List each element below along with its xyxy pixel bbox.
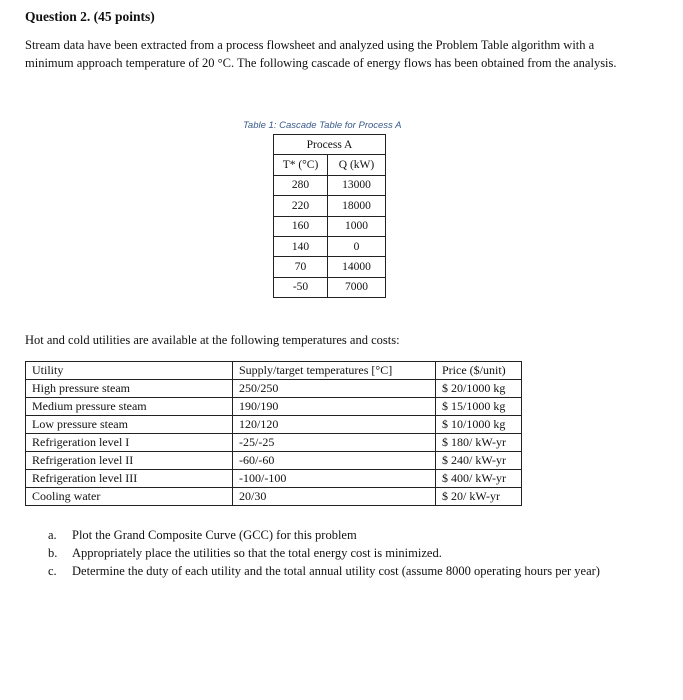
utility-price: $ 20/ kW-yr (436, 488, 522, 506)
task-item (48, 544, 638, 562)
utility-price: $ 10/1000 kg (436, 416, 522, 434)
utility-name: Cooling water (26, 488, 233, 506)
utilities-table (25, 361, 522, 506)
utility-temperatures: -100/-100 (233, 470, 436, 488)
task-label: a. (48, 528, 57, 542)
utility-name: Refrigeration level III (26, 470, 233, 488)
task-text: Appropriately place the utilities so that the total energy cost is minimized. (72, 546, 442, 560)
utilities-col-utility: Utility (26, 362, 233, 380)
table-row (274, 236, 386, 256)
cascade-cell-t: 70 (274, 257, 328, 277)
table-row (26, 452, 522, 470)
task-label: c. (48, 564, 57, 578)
cascade-cell-q: 13000 (328, 175, 386, 195)
table-row (26, 488, 522, 506)
utility-price: $ 15/1000 kg (436, 398, 522, 416)
table-row (274, 175, 386, 195)
cascade-cell-t: 280 (274, 175, 328, 195)
utility-temperatures: -25/-25 (233, 434, 436, 452)
cascade-table-header: Process A (274, 135, 386, 155)
utility-name: Refrigeration level I (26, 434, 233, 452)
cascade-cell-q: 14000 (328, 257, 386, 277)
utility-temperatures: 250/250 (233, 380, 436, 398)
utility-price: $ 180/ kW-yr (436, 434, 522, 452)
table-row (26, 470, 522, 488)
cascade-cell-q: 7000 (328, 277, 386, 297)
utility-temperatures: 190/190 (233, 398, 436, 416)
table-row (26, 416, 522, 434)
task-text: Plot the Grand Composite Curve (GCC) for this problem (72, 528, 357, 542)
utility-temperatures: -60/-60 (233, 452, 436, 470)
utility-price: $ 400/ kW-yr (436, 470, 522, 488)
cascade-cell-t: -50 (274, 277, 328, 297)
utility-name: Medium pressure steam (26, 398, 233, 416)
utility-name: Refrigeration level II (26, 452, 233, 470)
cascade-cell-q: 18000 (328, 196, 386, 216)
cascade-cell-t: 160 (274, 216, 328, 236)
utility-name: Low pressure steam (26, 416, 233, 434)
table-row (274, 196, 386, 216)
cascade-cell-t: 140 (274, 236, 328, 256)
cascade-col-heat-flow: Q (kW) (328, 155, 386, 175)
cascade-col-temperature: T* (°C) (274, 155, 328, 175)
cascade-cell-q: 1000 (328, 216, 386, 236)
task-list (48, 526, 638, 580)
task-label: b. (48, 546, 58, 560)
table-row (274, 257, 386, 277)
utility-temperatures: 120/120 (233, 416, 436, 434)
cascade-cell-t: 220 (274, 196, 328, 216)
task-item (48, 526, 638, 544)
utilities-col-temperatures: Supply/target temperatures [°C] (233, 362, 436, 380)
table-row (274, 277, 386, 297)
utility-price: $ 240/ kW-yr (436, 452, 522, 470)
utilities-col-price: Price ($/unit) (436, 362, 522, 380)
table-row (274, 216, 386, 236)
cascade-table-caption: Table 1: Cascade Table for Process A (243, 120, 402, 131)
utility-price: $ 20/1000 kg (436, 380, 522, 398)
utility-name: High pressure steam (26, 380, 233, 398)
question-title: Question 2. (45 points) (25, 9, 155, 24)
table-row (26, 398, 522, 416)
table-header-row (26, 362, 522, 380)
task-item (48, 562, 638, 580)
table-row (26, 380, 522, 398)
task-text: Determine the duty of each utility and the total annual utility cost (assume 8000 operating hours per year) (72, 564, 600, 578)
table-row (26, 434, 522, 452)
utilities-intro: Hot and cold utilities are available at the following temperatures and costs: (25, 333, 400, 347)
cascade-table (273, 134, 386, 298)
question-intro: Stream data have been extracted from a process flowsheet and analyzed using the Problem Table algorithm with a minimum approach temperature of 20 °C. The following cascade of energy flows has been obtained from the analysis. (25, 38, 617, 70)
cascade-cell-q: 0 (328, 236, 386, 256)
utility-temperatures: 20/30 (233, 488, 436, 506)
